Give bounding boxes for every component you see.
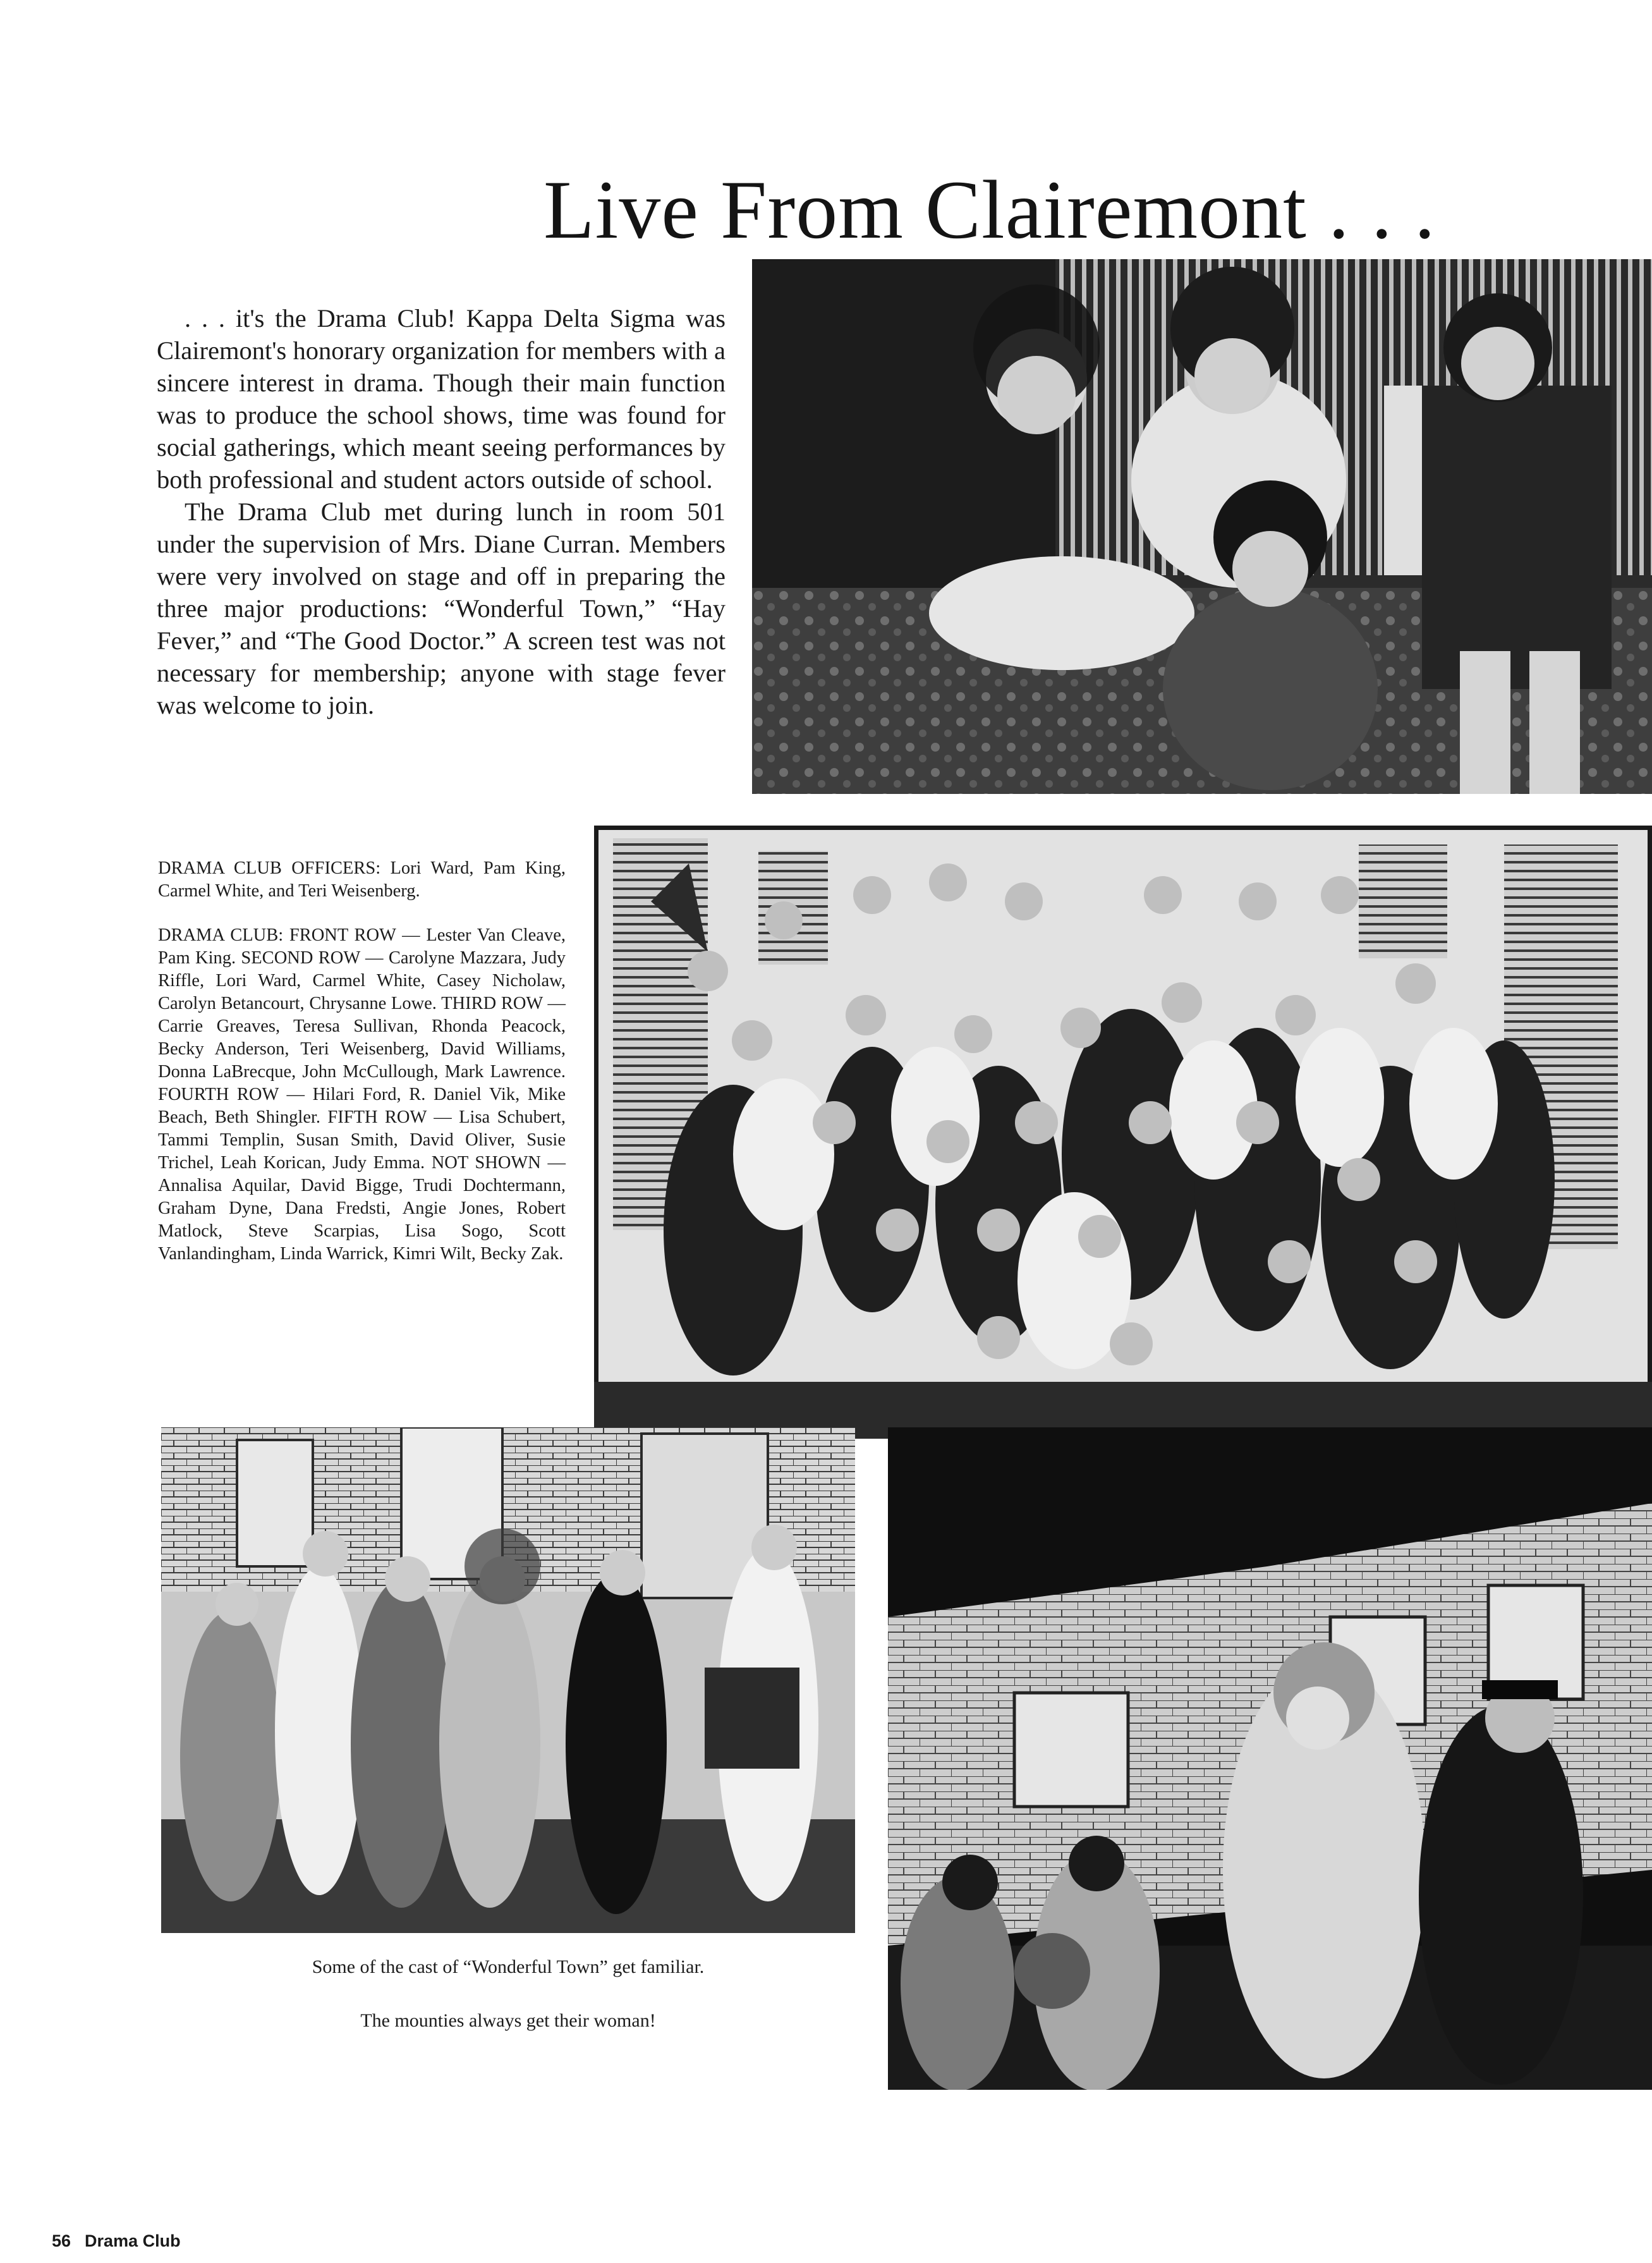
section-name: Drama Club bbox=[85, 2231, 181, 2250]
roster-text bbox=[158, 857, 566, 1287]
page-footer bbox=[52, 2231, 181, 2251]
group-photo bbox=[594, 826, 1652, 1439]
intro-paragraph: The Drama Club met during lunch in room 501 under the supervision of Mrs. Diane Curran. Members were very involved on stage and off in preparing the three major productions: “Wonderful Town,” “Hay Fever,” and “The Good Doctor.” A screen test was not necessary for membership; anyone with stage fever was welcome to join. bbox=[157, 497, 726, 719]
mounties-caption: The mounties always get their woman! bbox=[360, 2010, 656, 2031]
intro-paragraph: . . . it's the Drama Club! Kappa Delta Sigma was Clairemont's honorary organization for members with a sincere interest in drama. Though their main function was to produce the school shows, time was found for social gatherings, which meant seeing performances by both professional and student actors outside of school. bbox=[157, 304, 726, 494]
cast-caption: Some of the cast of “Wonderful Town” get familiar. bbox=[312, 1956, 705, 1977]
officers-caption: DRAMA CLUB OFFICERS: Lori Ward, Pam King, Carmel White, and Teri Weisenberg. bbox=[158, 858, 566, 901]
members-caption: DRAMA CLUB: FRONT ROW — Lester Van Cleave, Pam King. SECOND ROW — Carolyne Mazzara, Judy Riffle, Lori Ward, Carmel White, Casey Nicholaw, Carolyn Betancourt, Chrysanne Lowe. THIRD ROW — Carrie Greaves, Teresa Sullivan, Rhonda Peacock, Becky Anderson, Teri Weisenberg, David Williams, Donna LaBrecque, John McCullough, Mark Lawrence. FOURTH ROW — Hilari Ford, R. Daniel Vik, Mike Beach, Beth Shingler. FIFTH ROW — Lisa Schubert, Tammi Templin, Susan Smith, David Oliver, Susie Trichel, Leah Korican, Judy Emma. NOT SHOWN — Annalisa Aquilar, David Bigge, Trudi Dochtermann, Graham Dyne, Dana Fredsti, Angie Jones, Robert Matlock, Steve Scarpias, Lisa Sogo, Scott Vanlandingham, Linda Warrick, Kimri Wilt, Becky Zak. bbox=[158, 925, 566, 1264]
mounties-photo bbox=[888, 1427, 1652, 2090]
cast-photo bbox=[161, 1427, 855, 1933]
officers-photo bbox=[752, 259, 1652, 794]
intro-text bbox=[157, 302, 726, 721]
page-number: 56 bbox=[52, 2231, 71, 2250]
page-title: Live From Clairemont . . . bbox=[544, 163, 1436, 256]
